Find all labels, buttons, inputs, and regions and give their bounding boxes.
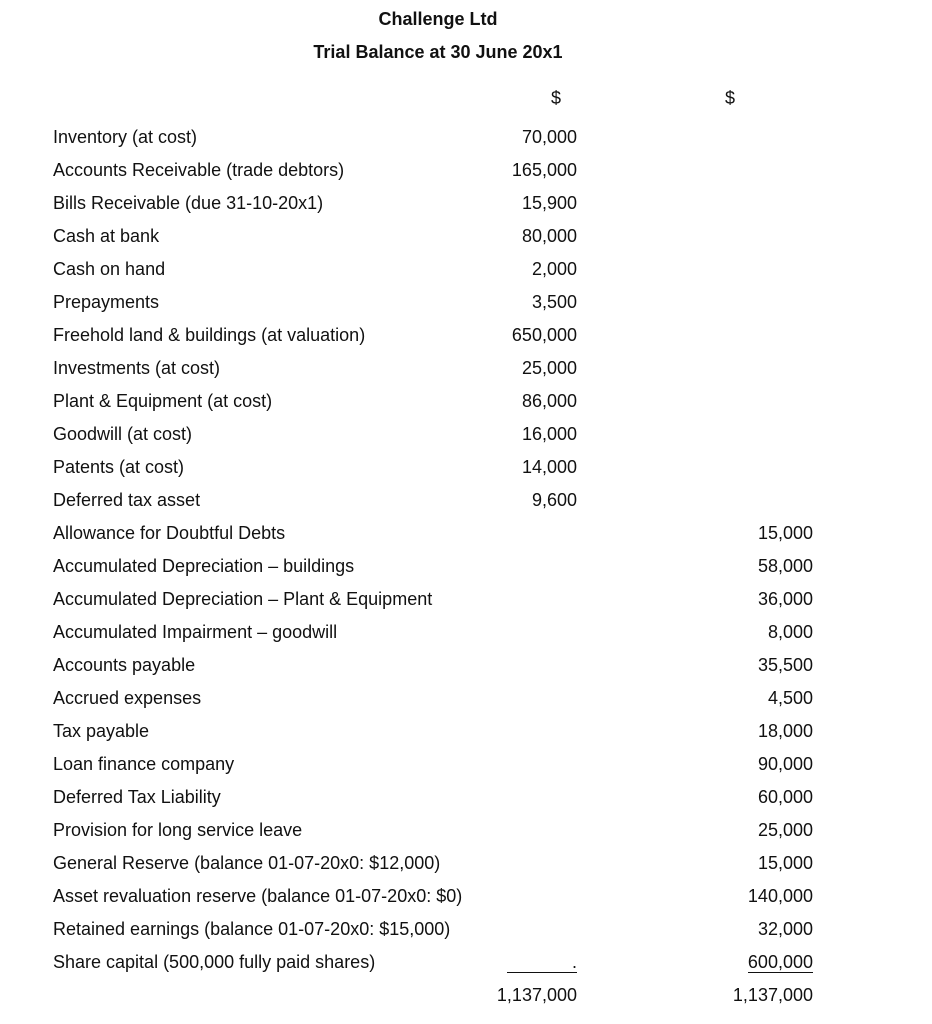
account-row — [53, 715, 813, 748]
account-name: Accumulated Depreciation – buildings — [53, 556, 355, 576]
credit-amount: 36,000 — [757, 589, 813, 609]
account-row — [53, 220, 813, 253]
column-gap — [577, 451, 638, 484]
company-name: Challenge Ltd — [378, 9, 498, 29]
debit-amount: 15,900 — [521, 193, 577, 213]
debit-amount — [473, 880, 577, 913]
column-gap — [577, 187, 638, 220]
column-gap — [577, 946, 638, 979]
debit-total: 1,137,000 — [496, 985, 577, 1005]
account-row — [53, 484, 813, 517]
account-name: Provision for long service leave — [53, 820, 303, 840]
account-name: Retained earnings (balance 01-07-20x0: $15,000) — [53, 919, 451, 939]
account-row — [53, 847, 813, 880]
debit-amount: 25,000 — [521, 358, 577, 378]
account-row — [53, 814, 813, 847]
credit-total: 1,137,000 — [732, 985, 813, 1005]
credit-amount: 140,000 — [747, 886, 813, 906]
credit-amount — [638, 187, 813, 220]
column-gap — [577, 748, 638, 781]
column-gap — [577, 484, 638, 517]
credit-amount — [638, 352, 813, 385]
credit-amount — [638, 121, 813, 154]
credit-amount — [638, 253, 813, 286]
account-row — [53, 880, 813, 913]
column-gap — [577, 880, 638, 913]
column-gap — [577, 649, 638, 682]
account-name: Accrued expenses — [53, 688, 202, 708]
column-gap — [577, 253, 638, 286]
debit-amount — [473, 583, 577, 616]
credit-amount — [638, 154, 813, 187]
account-name: Loan finance company — [53, 754, 235, 774]
account-row — [53, 649, 813, 682]
debit-amount: 3,500 — [531, 292, 577, 312]
credit-amount — [638, 319, 813, 352]
column-gap — [577, 979, 638, 1012]
debit-column-header: $ — [550, 88, 561, 108]
debit-amount: 2,000 — [531, 259, 577, 279]
column-gap — [577, 121, 638, 154]
account-name: Freehold land & buildings (at valuation) — [53, 325, 366, 345]
debit-amount: 86,000 — [521, 391, 577, 411]
account-name: Cash at bank — [53, 226, 160, 246]
totals-row — [53, 979, 813, 1012]
column-gap — [577, 781, 638, 814]
column-gap — [577, 814, 638, 847]
account-name: Accounts payable — [53, 655, 196, 675]
account-row — [53, 253, 813, 286]
debit-amount — [473, 847, 577, 880]
account-name: Allowance for Doubtful Debts — [53, 523, 286, 543]
credit-amount — [638, 484, 813, 517]
account-row — [53, 154, 813, 187]
debit-amount — [473, 781, 577, 814]
account-row — [53, 913, 813, 946]
column-gap — [577, 418, 638, 451]
totals-label-cell — [53, 979, 473, 1012]
account-row — [53, 319, 813, 352]
debit-amount — [473, 946, 577, 979]
column-gap — [577, 154, 638, 187]
account-name: Investments (at cost) — [53, 358, 221, 378]
column-gap — [577, 913, 638, 946]
column-gap — [577, 715, 638, 748]
debit-amount — [473, 550, 577, 583]
debit-amount: 9,600 — [531, 490, 577, 510]
credit-amount: 18,000 — [757, 721, 813, 741]
debit-underline: . — [507, 952, 577, 973]
account-row — [53, 517, 813, 550]
credit-amount — [638, 418, 813, 451]
debit-amount — [473, 682, 577, 715]
debit-amount: 80,000 — [521, 226, 577, 246]
column-gap — [577, 385, 638, 418]
column-gap — [577, 550, 638, 583]
debit-amount — [473, 517, 577, 550]
account-row — [53, 583, 813, 616]
account-row — [53, 550, 813, 583]
column-gap — [577, 352, 638, 385]
account-row — [53, 748, 813, 781]
account-row — [53, 451, 813, 484]
credit-amount — [638, 220, 813, 253]
account-name: Tax payable — [53, 721, 150, 741]
account-row — [53, 121, 813, 154]
account-row — [53, 385, 813, 418]
debit-amount — [473, 748, 577, 781]
account-row — [53, 946, 813, 979]
account-name: Deferred Tax Liability — [53, 787, 221, 807]
account-name: Plant & Equipment (at cost) — [53, 391, 273, 411]
credit-amount — [638, 451, 813, 484]
account-row — [53, 286, 813, 319]
credit-amount — [638, 286, 813, 319]
credit-amount: 90,000 — [757, 754, 813, 774]
column-gap — [577, 847, 638, 880]
account-name: Bills Receivable (due 31-10-20x1) — [53, 193, 324, 213]
column-gap — [577, 286, 638, 319]
account-row — [53, 418, 813, 451]
account-name: Accumulated Impairment – goodwill — [53, 622, 338, 642]
debit-amount: 16,000 — [521, 424, 577, 444]
debit-amount: 70,000 — [521, 127, 577, 147]
column-gap — [577, 583, 638, 616]
credit-amount: 15,000 — [757, 853, 813, 873]
report-title: Trial Balance at 30 June 20x1 — [313, 42, 563, 62]
debit-amount — [473, 616, 577, 649]
credit-amount: 58,000 — [757, 556, 813, 576]
account-name: Share capital (500,000 fully paid shares) — [53, 952, 376, 972]
account-name: Patents (at cost) — [53, 457, 185, 477]
column-gap — [577, 517, 638, 550]
account-name: General Reserve (balance 01-07-20x0: $12,000) — [53, 853, 441, 873]
credit-amount: 15,000 — [757, 523, 813, 543]
trial-balance-body — [53, 121, 813, 1012]
column-gap — [577, 682, 638, 715]
account-row — [53, 781, 813, 814]
credit-amount — [638, 946, 813, 979]
account-name: Goodwill (at cost) — [53, 424, 193, 444]
account-row — [53, 187, 813, 220]
account-name: Deferred tax asset — [53, 490, 201, 510]
column-gap — [577, 220, 638, 253]
column-gap — [577, 616, 638, 649]
account-name: Accounts Receivable (trade debtors) — [53, 160, 345, 180]
credit-amount: 60,000 — [757, 787, 813, 807]
account-name: Asset revaluation reserve (balance 01-07-20x0: $0) — [53, 886, 463, 906]
debit-amount — [473, 913, 577, 946]
credit-amount — [638, 385, 813, 418]
credit-amount: 32,000 — [757, 919, 813, 939]
credit-underline: 600,000 — [747, 952, 813, 972]
account-name: Cash on hand — [53, 259, 166, 279]
debit-amount: 650,000 — [511, 325, 577, 345]
account-row — [53, 616, 813, 649]
trial-balance-table — [53, 121, 813, 1012]
debit-amount — [473, 649, 577, 682]
account-name: Inventory (at cost) — [53, 127, 198, 147]
account-row — [53, 352, 813, 385]
column-gap — [577, 319, 638, 352]
credit-amount: 35,500 — [757, 655, 813, 675]
account-name: Accumulated Depreciation – Plant & Equipment — [53, 589, 433, 609]
account-row — [53, 682, 813, 715]
debit-amount — [473, 814, 577, 847]
account-name: Prepayments — [53, 292, 160, 312]
debit-amount: 165,000 — [511, 160, 577, 180]
debit-amount — [473, 715, 577, 748]
debit-amount: 14,000 — [521, 457, 577, 477]
credit-column-header: $ — [724, 88, 735, 108]
credit-amount: 25,000 — [757, 820, 813, 840]
credit-amount: 4,500 — [767, 688, 813, 708]
credit-amount: 8,000 — [767, 622, 813, 642]
